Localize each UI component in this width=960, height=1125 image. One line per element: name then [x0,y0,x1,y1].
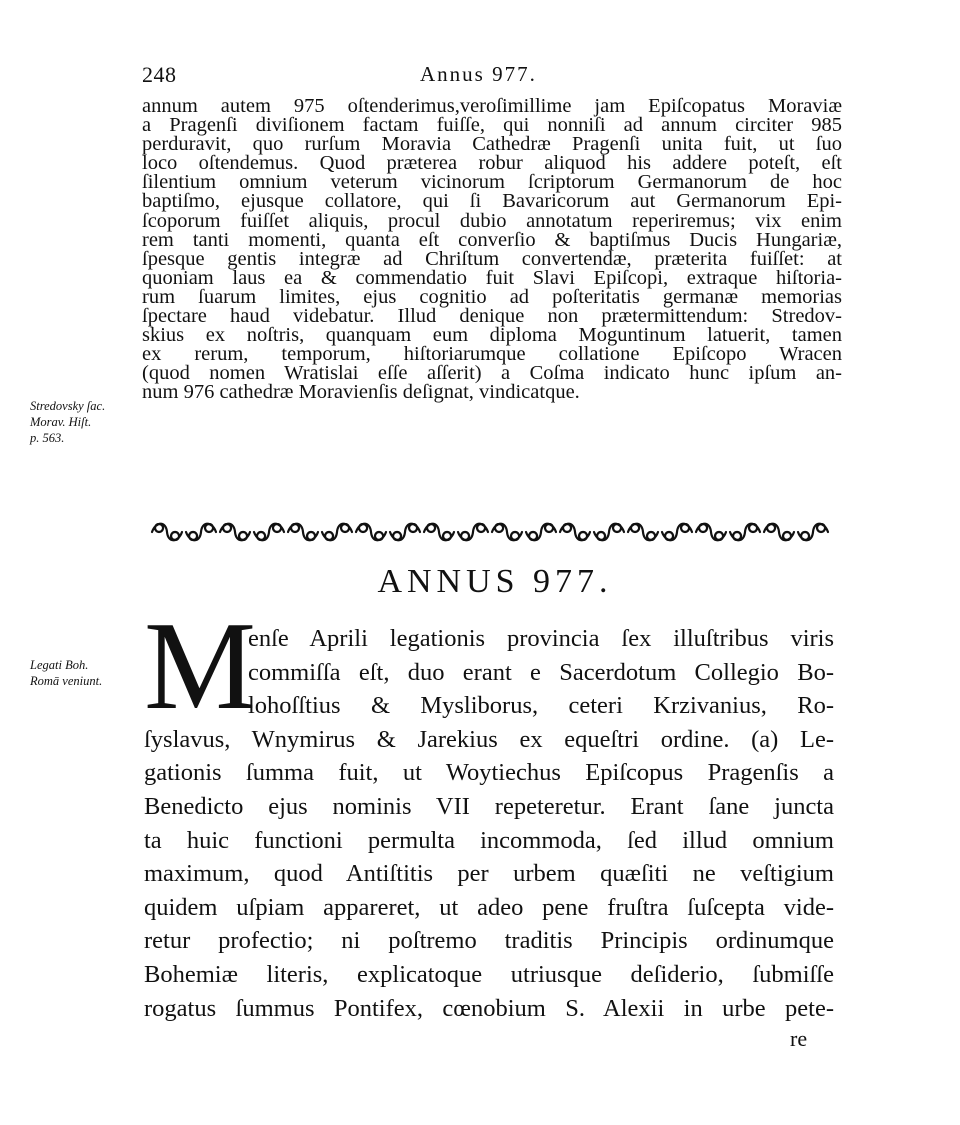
ornament-scroll [152,524,182,541]
body-paragraph [144,622,834,1025]
text-line: baptiſmo, ejusque collatore, qui ſi Bavaricorum aut Germanorum Epi- [142,190,842,213]
ornament-scroll [356,524,386,541]
ornament-scroll [186,524,216,541]
text-line: enſe Aprili legationis provincia ſex illuſtribus viris [248,625,834,652]
text-line: skius ex noſtris, quanquam eum diploma Moguntinum latuerit, tamen [142,324,842,347]
ornament-scroll [560,524,590,541]
margin-note-line: Legati Boh. [30,658,89,672]
margin-note-line: Romā veniunt. [30,674,103,688]
top-paragraph [142,97,842,403]
page-number: 248 [142,62,177,87]
text-line: loco oſtendemus. Quod præterea robur aliquod his addere poteſt, eſt [142,152,842,175]
running-head [142,62,842,92]
text-line: ſpesque gentis integræ ad Chriſtum convertendæ, præterita fuiſſet: at [142,247,842,270]
text-line: num 976 cathedræ Moravienſis deſignat, vindicatque. [142,381,580,404]
ornament-scroll [526,524,556,541]
margin-note-legati [30,657,102,689]
catchword: re [790,1026,808,1051]
text-line: quidem uſpiam appareret, ut adeo pene fruſtra ſuſcepta vide- [144,893,834,921]
text-line: ſpectare haud videbatur. Illud denique non prætermittendum: Stredov- [142,305,842,328]
ornament-scroll [730,524,760,541]
ornament-scroll [220,524,250,541]
text-line: Bohemiæ literis, explicatoque utriusque deſiderio, ſubmiſſe [144,960,834,988]
ornament-scroll [492,524,522,541]
ornament-scroll [322,524,352,541]
margin-note-stredovsky [30,398,105,446]
section-title: ANNUS 977. [377,563,613,600]
text-line: lohoſſtius & Mysliborus, ceteri Krzivanius, Ro- [248,692,834,720]
text-line: retur profectio; ni poſtremo traditis Principis ordinumque [144,927,834,955]
margin-note-line: p. 563. [30,431,65,445]
text-line: ta huic functioni permulta incommoda, ſed illud omnium [144,826,834,854]
decorative-ornament-band [150,519,830,545]
text-line: ſyslavus, Wnymirus & Jarekius ex equeſtri ordine. (a) Le- [144,725,834,753]
ornament-scroll [288,524,318,541]
ornament-scroll [628,524,658,541]
text-line: rum ſuarum limites, ejus cognitio ad poſteritatis germanæ memorias [142,285,842,308]
text-line: quoniam laus ea & commendatio fuit Slavi Epiſcopi, extraque hiſtoria- [142,266,842,289]
margin-note-line: Morav. Hiſt. [30,415,92,429]
text-line: a Pragenſi diviſionem factam fuiſſe, qui nonniſi ad annum circiter 985 [142,114,842,137]
text-line: maximum, quod Antiſtitis per urbem quæſiti ne veſtigium [144,860,834,888]
text-line: annum autem 975 oſtenderimus,veroſimillime jam Epiſcopatus Moraviæ [142,95,842,117]
ornament-scroll [662,524,692,541]
ornament-scroll [798,524,828,541]
ornament-scroll [696,524,726,541]
ornament-scroll [594,524,624,541]
ornament-scroll [458,524,488,541]
text-line: rem tanti momenti, quanta eſt converſio & baptiſmus Ducis Hungariæ, [142,228,842,251]
drop-cap: M [144,597,257,736]
ornament-scroll [424,524,454,541]
text-line: (quod nomen Wratislai eſſe aſſerit) a Coſma indicato hunc ipſum an- [142,362,842,385]
ornament-scroll [254,524,284,541]
text-line: Benedicto ejus nominis VII repeteretur. Erant ſane juncta [144,792,834,820]
running-title: Annus 977. [420,62,537,86]
text-line: ſcoporum fuiſſet aliquis, procul dubio annotatum reperiremus; vix enim [142,209,842,232]
text-line: ex rerum, temporum, hiſtoriarumque collatione Epiſcopo Wracen [142,343,842,366]
text-line: rogatus ſummus Pontifex, cœnobium S. Alexii in urbe pete- [144,994,834,1022]
text-line: ſilentium omnium veterum vicinorum ſcriptorum Germanorum de hoc [142,171,842,194]
text-line: gationis ſumma fuit, ut Woytiechus Epiſcopus Pragenſis a [144,759,834,787]
margin-note-line: Stredovsky ſac. [30,399,106,413]
ornament-scroll [390,524,420,541]
text-line: perduravit, quo rurſum Moravia Cathedræ Pragenſi unita fuit, ut ſuo [142,133,842,156]
text-line: commiſſa eſt, duo erant e Sacerdotum Collegio Bo- [248,658,834,686]
ornament-scroll [764,524,794,541]
